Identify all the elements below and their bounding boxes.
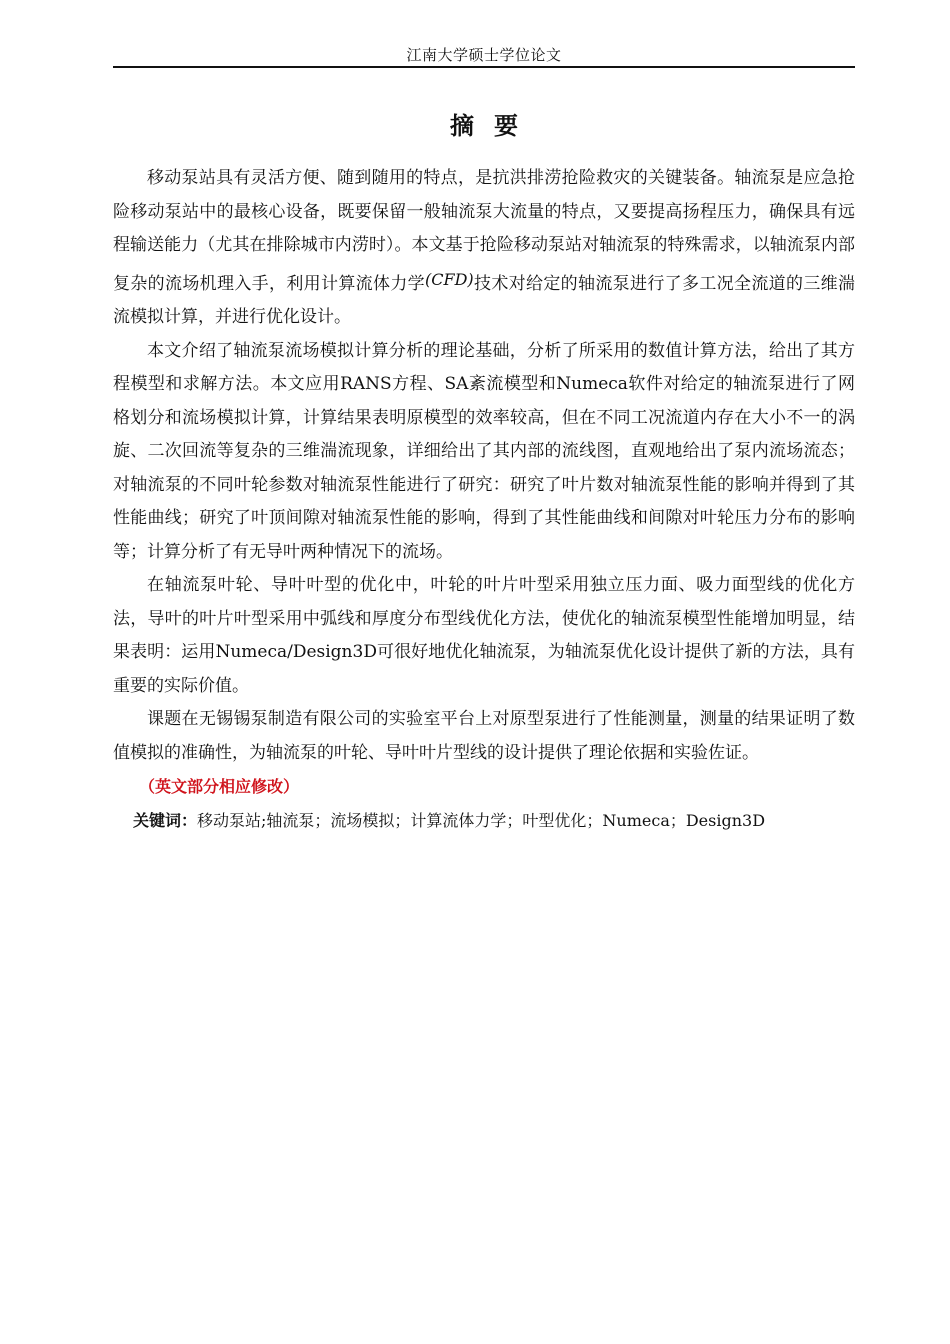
header-rule xyxy=(113,66,855,68)
abstract-title: 摘要 xyxy=(450,112,538,140)
paragraph-1-text-a: 移动泵站具有灵活方便、随到随用的特点，是抗洪排涝抢险救灾的关键装备。轴流泵是应急抢险移动泵站中的最核心设备，既要保留一般轴流泵大流量的特点，又要提高扬程压力，确保具有远程输送能力（尤其在排除城市内涝时）。本文基于抢险移动泵站对轴流泵的特殊需求，以轴流泵内部复杂的流场机理入手，利用计算流体力学 xyxy=(113,168,855,294)
abstract-paragraph-1 xyxy=(113,162,855,335)
abstract-paragraph-3: 在轴流泵叶轮、导叶叶型的优化中，叶轮的叶片叶型采用独立压力面、吸力面型线的优化方法，导叶的叶片叶型采用中弧线和厚度分布型线优化方法，使优化的轴流泵模型性能增加明显，结果表明：运用Numeca/Design3D可很好地优化轴流泵，为轴流泵优化设计提供了新的方法，具有重要的实际价值。 xyxy=(113,575,855,696)
revision-note: （英文部分相应修改） xyxy=(139,777,300,796)
keywords-list: 移动泵站;轴流泵；流场模拟；计算流体力学；叶型优化；Numeca；Design3D xyxy=(197,810,766,830)
paragraph-1-text-b: 技术对给定的轴流泵进行了多工况全流道的三维湍流模拟计算，并进行优化设计。 xyxy=(113,273,856,327)
keywords-label: 关键词： xyxy=(133,810,198,830)
cfd-formula: (CFD) xyxy=(425,269,474,289)
running-header: 江南大学硕士学位论文 xyxy=(406,46,562,64)
keywords-line xyxy=(113,804,855,838)
abstract-body xyxy=(113,162,855,837)
abstract-paragraph-2: 本文介绍了轴流泵流场模拟计算分析的理论基础，分析了所采用的数值计算方法，给出了其方程模型和求解方法。本文应用RANS方程、SA紊流模型和Numeca软件对给定的轴流泵进行了网格划分和流场模拟计算，计算结果表明原模型的效率较高，但在不同工况流道内存在大小不一的涡旋、二次回流等复杂的三维湍流现象，详细给出了其内部的流线图，直观地给出了泵内流场流态；对轴流泵的不同叶轮参数对轴流泵性能进行了研究：研究了叶片数对轴流泵性能的影响并得到了其性能曲线；研究了叶顶间隙对轴流泵性能的影响，得到了其性能曲线和间隙对叶轮压力分布的影响等；计算分析了有无导叶两种情况下的流场。 xyxy=(113,340,855,562)
abstract-paragraph-4: 课题在无锡锡泵制造有限公司的实验室平台上对原型泵进行了性能测量，测量的结果证明了数值模拟的准确性，为轴流泵的叶轮、导叶叶片型线的设计提供了理论依据和实验佐证。 xyxy=(113,709,855,763)
